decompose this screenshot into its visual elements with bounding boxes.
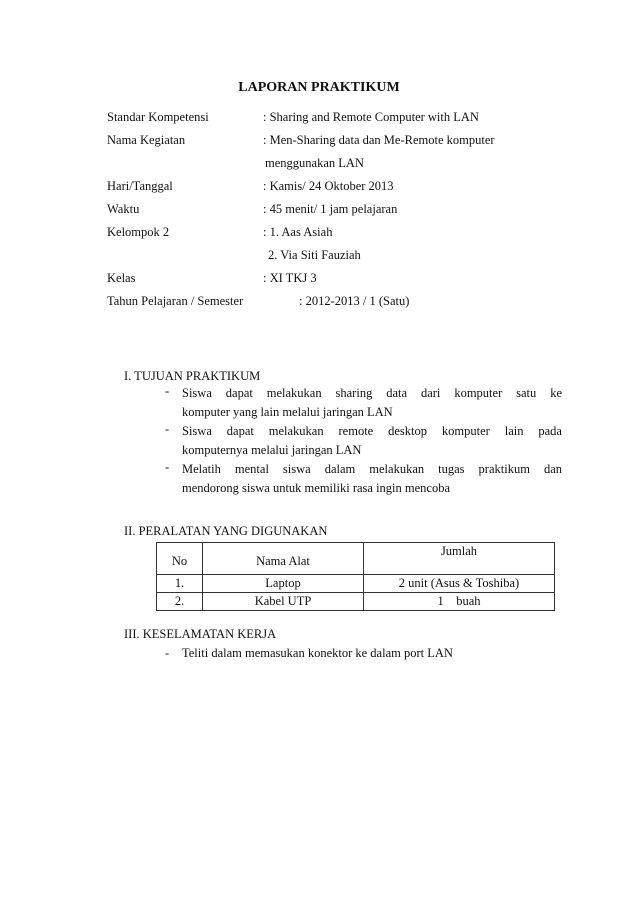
label-standar-kompetensi: Standar Kompetensi [107, 110, 209, 124]
table-header-nama-alat: Nama Alat [203, 543, 364, 575]
value-standar-kompetensi: : Sharing and Remote Computer with LAN [263, 110, 479, 124]
peralatan-table [156, 542, 555, 611]
value-waktu: : 45 menit/ 1 jam pelajaran [263, 202, 398, 216]
tujuan-item-3-line2: mendorong siswa untuk memiliki rasa ingin mencoba [182, 481, 451, 495]
bullet-dash: - [165, 422, 170, 436]
section-tujuan-title: I. TUJUAN PRAKTIKUM [124, 369, 261, 383]
bullet-dash: - [165, 384, 170, 398]
table-cell-nama-alat: Kabel UTP [203, 593, 364, 611]
value-kelompok-2: 2. Via Siti Fauziah [268, 248, 361, 262]
table-cell-no: 1. [157, 575, 203, 593]
value-nama-kegiatan-cont: menggunakan LAN [265, 156, 364, 170]
table-cell-jumlah: 1 buah [364, 593, 555, 611]
page-title: LAPORAN PRAKTIKUM [238, 80, 400, 95]
table-row [157, 593, 555, 611]
section-peralatan-title: II. PERALATAN YANG DIGUNAKAN [124, 524, 328, 538]
tujuan-item-2-line2: komputernya melalui jaringan LAN [182, 443, 362, 457]
value-tahun-pelajaran: : 2012-2013 / 1 (Satu) [299, 294, 410, 308]
label-waktu: Waktu [107, 202, 140, 216]
value-kelompok-1: : 1. Aas Asiah [263, 225, 333, 239]
label-nama-kegiatan: Nama Kegiatan [107, 133, 186, 147]
label-tahun-pelajaran: Tahun Pelajaran / Semester [107, 294, 244, 308]
table-row [157, 575, 555, 593]
tujuan-item-1-line1: Siswa dapat melakukan sharing data dari komputer satu ke [182, 386, 562, 400]
table-header-row [157, 543, 555, 575]
keselamatan-item-1: Teliti dalam memasukan konektor ke dalam port LAN [182, 646, 453, 660]
label-kelas: Kelas [107, 271, 136, 285]
value-kelas: : XI TKJ 3 [263, 271, 317, 285]
tujuan-item-2-line1: Siswa dapat melakukan remote desktop komputer lain pada [182, 424, 562, 438]
label-kelompok: Kelompok 2 [107, 225, 170, 239]
table-cell-no: 2. [157, 593, 203, 611]
value-nama-kegiatan: : Men-Sharing data dan Me-Remote komputer [263, 133, 495, 147]
table-cell-nama-alat: Laptop [203, 575, 364, 593]
table-header-no: No [157, 543, 203, 575]
tujuan-item-3-line1: Melatih mental siswa dalam melakukan tugas praktikum dan [182, 462, 562, 476]
value-hari-tanggal: : Kamis/ 24 Oktober 2013 [263, 179, 394, 193]
table-cell-jumlah: 2 unit (Asus & Toshiba) [364, 575, 555, 593]
table-header-jumlah: Jumlah [364, 543, 555, 575]
section-keselamatan-title: III. KESELAMATAN KERJA [124, 627, 277, 641]
label-hari-tanggal: Hari/Tanggal [107, 179, 173, 193]
bullet-dash: - [165, 460, 170, 474]
bullet-dash: - [165, 646, 170, 660]
tujuan-item-1-line2: komputer yang lain melalui jaringan LAN [182, 405, 393, 419]
